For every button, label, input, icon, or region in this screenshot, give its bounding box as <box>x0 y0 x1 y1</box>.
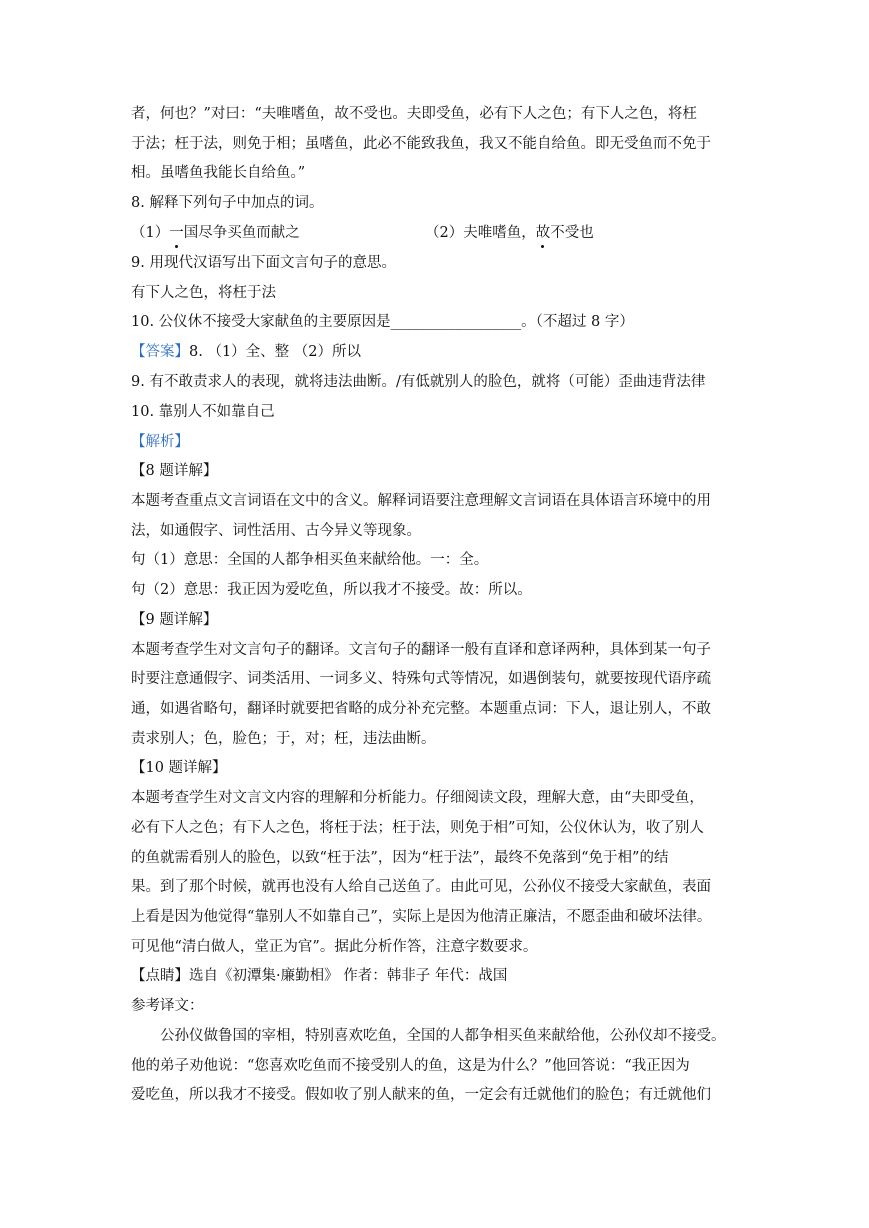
analysis-text: 的鱼就需看别人的脸色，以致“枉于法”，因为“枉于法”，最终不免落到“免于相”的结 <box>131 850 669 866</box>
analysis-heading-10: 【10 题详解】 <box>131 760 227 776</box>
analysis-heading-9: 【9 题详解】 <box>131 612 218 628</box>
analysis-text: 通，如遇省略句，翻译时就要把省略的成分补充完整。本题重点词：下人，退让别人，不敢 <box>131 701 711 717</box>
dotted-word: 一 <box>169 225 184 241</box>
analysis-label: 【解析】 <box>131 434 189 450</box>
passage-line: 于法；枉于法，则免于相；虽嗜鱼，此必不能致我鱼，我又不能自给鱼。即无受鱼而不免于 <box>131 136 711 152</box>
analysis-text: 责求别人；色，脸色；于，对；枉，违法曲断。 <box>131 731 436 747</box>
analysis-text: 句（1）意思：全国的人都争相买鱼来献给他。一：全。 <box>131 552 489 568</box>
question-9-sentence: 有下人之色，将枉于法 <box>131 285 276 301</box>
analysis-text: 句（2）意思：我正因为爱吃鱼，所以我才不接受。故：所以。 <box>131 582 532 598</box>
translation-heading: 参考译文： <box>131 998 204 1014</box>
analysis-text: 本题考查学生对文言句子的翻译。文言句子的翻译一般有直译和意译两种，具体到某一句子 <box>131 642 711 658</box>
translation-text: 他的弟子劝他说：“您喜欢吃鱼而不接受别人的鱼，这是为什么？”他回答说：“我正因为 <box>131 1058 690 1074</box>
analysis-heading-8: 【8 题详解】 <box>131 463 218 479</box>
analysis-text: 本题考查重点文言词语在文中的含义。解释词语要注意理解文言词语在具体语言环境中的用 <box>131 493 711 509</box>
analysis-text: 可见他“清白做人，堂正为官”。据此分析作答，注意字数要求。 <box>131 939 538 955</box>
answer-9: 9. 有不敢责求人的表现，就将违法曲断。/有低就别人的脸色，就将（可能）歪曲违背法律 <box>131 374 706 390</box>
analysis-text: 果。到了那个时候，就再也没有人给自己送鱼了。由此可见，公孙仪不接受大家献鱼，表面 <box>131 879 711 895</box>
translation-text: 爱吃鱼，所以我才不接受。假如收了别人献来的鱼，一定会有迁就他们的脸色；有迁就他们 <box>131 1087 711 1103</box>
analysis-text: 本题考查学生对文言文内容的理解和分析能力。仔细阅读文段，理解大意，由“夫即受鱼， <box>131 790 704 806</box>
analysis-text: 时要注意通假字、词类活用、一词多义、特殊句式等情况，如遇倒装句，就要按现代语序疏 <box>131 671 711 687</box>
question-8-item-2: （2）夫唯嗜鱼，故不受也 <box>425 225 594 241</box>
passage-line: 相。虽嗜鱼我能长自给鱼。” <box>131 165 306 181</box>
question-10-stem: 10. 公仪休不接受大家献鱼的主要原因是__________________。（不超过 8 字） <box>131 314 634 330</box>
translation-text: 公孙仪做鲁国的宰相，特别喜欢吃鱼，全国的人都争相买鱼来献给他，公孙仪却不接受。 <box>160 1028 726 1044</box>
answer-10: 10. 靠别人不如靠自己 <box>131 404 275 420</box>
dotted-word: 故 <box>535 225 551 241</box>
note-label: 【点睛】 <box>131 968 189 984</box>
question-8-items: （1）一国尽争买鱼而献之 （2）夫唯嗜鱼，故不受也 <box>131 225 594 241</box>
answer-8: 【答案】8. （1）全、整 （2）所以 <box>131 344 362 360</box>
question-9-stem: 9. 用现代汉语写出下面文言句子的意思。 <box>131 255 396 271</box>
note-line: 【点睛】选自《初潭集·廉勤相》 作者：韩非子 年代：战国 <box>131 968 508 984</box>
analysis-text: 上看是因为他觉得“靠别人不如靠自己”，实际上是因为他清正廉洁，不愿歪曲和破坏法律。 <box>131 909 712 925</box>
answer-label: 【答案】 <box>131 344 189 360</box>
analysis-text: 必有下人之色；有下人之色，将枉于法；枉于法，则免于相”可知，公仪休认为，收了别人 <box>131 820 704 836</box>
question-8-stem: 8. 解释下列句子中加点的词。 <box>131 195 324 211</box>
analysis-text: 法，如通假字、词性活用、古今异义等现象。 <box>131 523 421 539</box>
passage-line: 者，何也？”对曰：“夫唯嗜鱼，故不受也。夫即受鱼，必有下人之色；有下人之色，将枉 <box>131 106 697 122</box>
